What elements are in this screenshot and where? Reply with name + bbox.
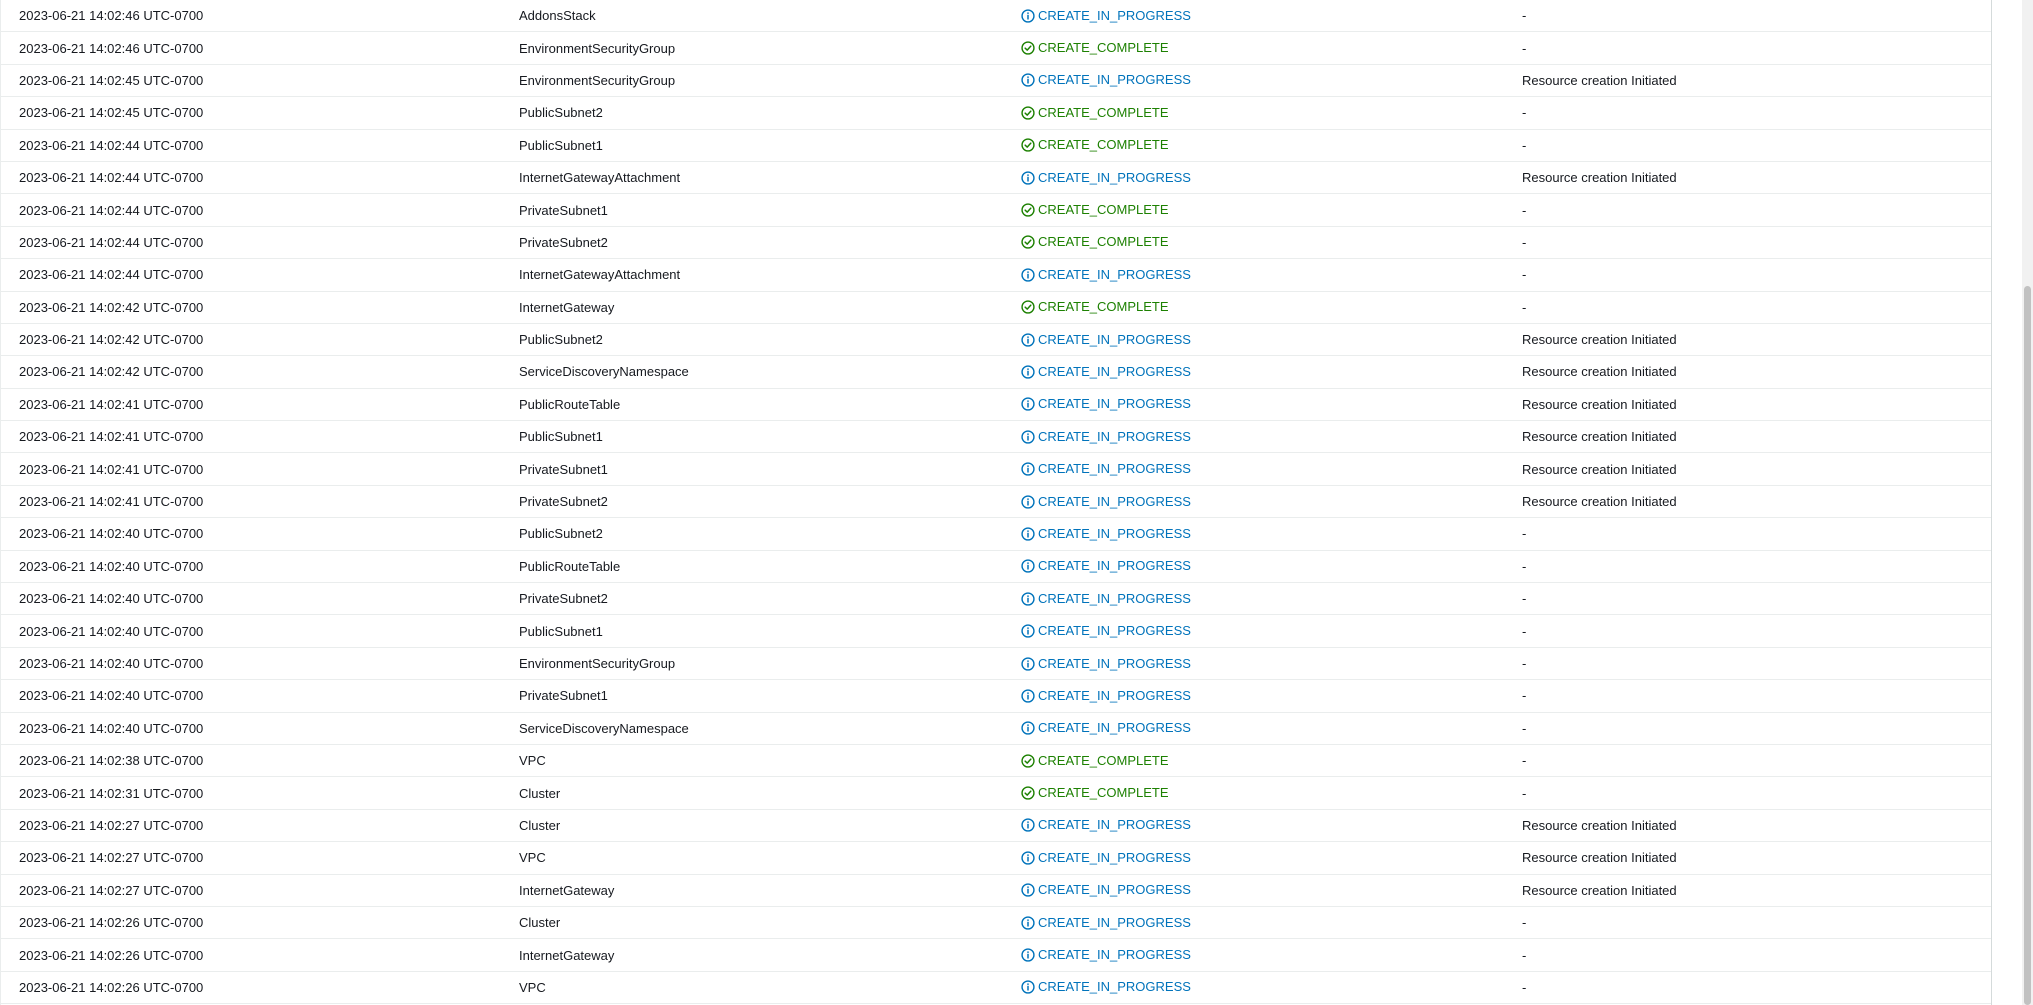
event-timestamp: 2023-06-21 14:02:40 UTC-0700 (19, 558, 204, 574)
event-logical-id: PublicSubnet1 (519, 137, 603, 153)
event-logical-id: VPC (519, 979, 546, 995)
event-timestamp: 2023-06-21 14:02:42 UTC-0700 (19, 299, 204, 315)
info-circle-icon (1021, 916, 1035, 930)
event-status-reason: - (1522, 688, 1527, 704)
event-status-reason: Resource creation Initiated (1522, 850, 1677, 866)
event-status-reason: - (1522, 267, 1527, 283)
event-status-reason: Resource creation Initiated (1522, 170, 1677, 186)
event-status (1002, 300, 1503, 314)
event-timestamp: 2023-06-21 14:02:46 UTC-0700 (19, 40, 204, 56)
event-logical-id: PrivateSubnet1 (519, 461, 608, 477)
event-status-label: CREATE_COMPLETE (1038, 138, 1169, 153)
table-row (1, 777, 1991, 809)
event-status-label: CREATE_IN_PROGRESS (1038, 818, 1191, 833)
info-circle-icon (1021, 462, 1035, 476)
event-status-label: CREATE_IN_PROGRESS (1038, 883, 1191, 898)
table-row (1, 648, 1991, 680)
event-timestamp: 2023-06-21 14:02:40 UTC-0700 (19, 591, 204, 607)
info-circle-icon (1021, 721, 1035, 735)
event-status (1002, 916, 1503, 930)
check-circle-icon (1021, 235, 1035, 249)
event-status-reason: Resource creation Initiated (1522, 396, 1677, 412)
event-status (1002, 106, 1503, 120)
event-status-reason: Resource creation Initiated (1522, 817, 1677, 833)
event-status (1002, 203, 1503, 217)
event-timestamp: 2023-06-21 14:02:44 UTC-0700 (19, 202, 204, 218)
event-timestamp: 2023-06-21 14:02:41 UTC-0700 (19, 429, 204, 445)
check-circle-icon (1021, 138, 1035, 152)
check-circle-icon (1021, 754, 1035, 768)
info-circle-icon (1021, 559, 1035, 573)
event-status-label: CREATE_IN_PROGRESS (1038, 850, 1191, 865)
event-logical-id: PrivateSubnet2 (519, 591, 608, 607)
event-status-label: CREATE_IN_PROGRESS (1038, 267, 1191, 282)
event-logical-id: PublicSubnet2 (519, 526, 603, 542)
event-logical-id: PublicRouteTable (519, 396, 621, 412)
event-status (1002, 527, 1503, 541)
table-row (1, 615, 1991, 647)
event-timestamp: 2023-06-21 14:02:40 UTC-0700 (19, 688, 204, 704)
event-status-reason: - (1522, 234, 1527, 250)
event-logical-id: PublicSubnet1 (519, 623, 603, 639)
event-logical-id: Cluster (519, 785, 561, 801)
info-circle-icon (1021, 73, 1035, 87)
event-timestamp: 2023-06-21 14:02:42 UTC-0700 (19, 332, 204, 348)
event-status (1002, 73, 1503, 87)
event-logical-id: PrivateSubnet1 (519, 202, 608, 218)
event-status-reason: - (1522, 8, 1527, 24)
event-timestamp: 2023-06-21 14:02:26 UTC-0700 (19, 915, 204, 931)
event-status-reason: - (1522, 753, 1527, 769)
event-status-label: CREATE_IN_PROGRESS (1038, 688, 1191, 703)
table-row (1, 0, 1991, 32)
event-logical-id: PrivateSubnet2 (519, 234, 608, 250)
event-status-reason: - (1522, 785, 1527, 801)
event-timestamp: 2023-06-21 14:02:41 UTC-0700 (19, 396, 204, 412)
info-circle-icon (1021, 527, 1035, 541)
event-status-reason: - (1522, 299, 1527, 315)
event-status (1002, 138, 1503, 152)
table-row (1, 421, 1991, 453)
event-timestamp: 2023-06-21 14:02:40 UTC-0700 (19, 623, 204, 639)
event-status-reason: - (1522, 720, 1527, 736)
event-status-label: CREATE_IN_PROGRESS (1038, 364, 1191, 379)
event-logical-id: InternetGateway (519, 299, 615, 315)
table-row (1, 745, 1991, 777)
event-timestamp: 2023-06-21 14:02:40 UTC-0700 (19, 720, 204, 736)
event-status-label: CREATE_IN_PROGRESS (1038, 721, 1191, 736)
event-status (1002, 851, 1503, 865)
event-status (1002, 818, 1503, 832)
event-status-label: CREATE_COMPLETE (1038, 300, 1169, 315)
event-logical-id: EnvironmentSecurityGroup (519, 40, 676, 56)
event-status-label: CREATE_IN_PROGRESS (1038, 980, 1191, 995)
info-circle-icon (1021, 689, 1035, 703)
event-logical-id: VPC (519, 850, 546, 866)
table-row (1, 972, 1991, 1004)
table-row (1, 518, 1991, 550)
event-logical-id: PublicSubnet1 (519, 429, 603, 445)
event-status-label: CREATE_COMPLETE (1038, 203, 1169, 218)
event-status-label: CREATE_IN_PROGRESS (1038, 462, 1191, 477)
event-logical-id: ServiceDiscoveryNamespace (519, 720, 689, 736)
event-logical-id: PrivateSubnet1 (519, 688, 608, 704)
event-status-label: CREATE_IN_PROGRESS (1038, 8, 1191, 23)
table-row (1, 65, 1991, 97)
event-status (1002, 689, 1503, 703)
event-status (1002, 721, 1503, 735)
table-row (1, 680, 1991, 712)
event-logical-id: VPC (519, 753, 546, 769)
event-logical-id: Cluster (519, 915, 561, 931)
info-circle-icon (1021, 980, 1035, 994)
info-circle-icon (1021, 624, 1035, 638)
table-row (1, 292, 1991, 324)
event-status-reason: - (1522, 623, 1527, 639)
event-status-label: CREATE_IN_PROGRESS (1038, 591, 1191, 606)
event-logical-id: PublicSubnet2 (519, 332, 603, 348)
event-status (1002, 624, 1503, 638)
event-timestamp: 2023-06-21 14:02:45 UTC-0700 (19, 105, 204, 121)
check-circle-icon (1021, 106, 1035, 120)
event-status-label: CREATE_COMPLETE (1038, 753, 1169, 768)
info-circle-icon (1021, 851, 1035, 865)
event-timestamp: 2023-06-21 14:02:26 UTC-0700 (19, 979, 204, 995)
event-timestamp: 2023-06-21 14:02:26 UTC-0700 (19, 947, 204, 963)
event-timestamp: 2023-06-21 14:02:44 UTC-0700 (19, 234, 204, 250)
table-row (1, 583, 1991, 615)
table-row (1, 486, 1991, 518)
table-row (1, 842, 1991, 874)
event-timestamp: 2023-06-21 14:02:41 UTC-0700 (19, 461, 204, 477)
event-logical-id: PublicRouteTable (519, 558, 621, 574)
info-circle-icon (1021, 171, 1035, 185)
event-timestamp: 2023-06-21 14:02:41 UTC-0700 (19, 494, 204, 510)
event-status-label: CREATE_IN_PROGRESS (1038, 526, 1191, 541)
table-row (1, 713, 1991, 745)
event-status-label: CREATE_IN_PROGRESS (1038, 559, 1191, 574)
event-status-label: CREATE_IN_PROGRESS (1038, 656, 1191, 671)
event-status (1002, 657, 1503, 671)
scrollbar-thumb[interactable] (2024, 286, 2031, 1005)
table-row (1, 162, 1991, 194)
event-status-reason: - (1522, 915, 1527, 931)
event-timestamp: 2023-06-21 14:02:27 UTC-0700 (19, 817, 204, 833)
event-logical-id: EnvironmentSecurityGroup (519, 72, 676, 88)
event-status (1002, 786, 1503, 800)
event-status-label: CREATE_IN_PROGRESS (1038, 948, 1191, 963)
event-timestamp: 2023-06-21 14:02:44 UTC-0700 (19, 267, 204, 283)
event-timestamp: 2023-06-21 14:02:46 UTC-0700 (19, 8, 204, 24)
event-logical-id: InternetGateway (519, 947, 615, 963)
table-row (1, 32, 1991, 64)
event-status (1002, 883, 1503, 897)
table-row (1, 810, 1991, 842)
event-status-label: CREATE_IN_PROGRESS (1038, 494, 1191, 509)
event-timestamp: 2023-06-21 14:02:40 UTC-0700 (19, 526, 204, 542)
event-status-reason: - (1522, 591, 1527, 607)
event-logical-id: PrivateSubnet2 (519, 494, 608, 510)
event-timestamp: 2023-06-21 14:02:45 UTC-0700 (19, 72, 204, 88)
event-status-reason: Resource creation Initiated (1522, 494, 1677, 510)
event-logical-id: ServiceDiscoveryNamespace (519, 364, 689, 380)
event-logical-id: InternetGatewayAttachment (519, 267, 681, 283)
event-status-label: CREATE_IN_PROGRESS (1038, 397, 1191, 412)
table-row (1, 907, 1991, 939)
event-status-label: CREATE_IN_PROGRESS (1038, 73, 1191, 88)
info-circle-icon (1021, 592, 1035, 606)
table-row (1, 389, 1991, 421)
table-row (1, 227, 1991, 259)
info-circle-icon (1021, 365, 1035, 379)
event-status-label: CREATE_IN_PROGRESS (1038, 624, 1191, 639)
event-status-reason: - (1522, 979, 1527, 995)
event-status-reason: - (1522, 947, 1527, 963)
event-timestamp: 2023-06-21 14:02:31 UTC-0700 (19, 785, 204, 801)
event-status (1002, 980, 1503, 994)
table-row (1, 453, 1991, 485)
check-circle-icon (1021, 786, 1035, 800)
event-status-label: CREATE_COMPLETE (1038, 235, 1169, 250)
event-status-reason: Resource creation Initiated (1522, 461, 1677, 477)
event-status-reason: - (1522, 558, 1527, 574)
events-table-body (1, 0, 1991, 1004)
event-status-reason: Resource creation Initiated (1522, 364, 1677, 380)
event-status (1002, 171, 1503, 185)
check-circle-icon (1021, 41, 1035, 55)
table-row (1, 356, 1991, 388)
info-circle-icon (1021, 268, 1035, 282)
event-status-label: CREATE_IN_PROGRESS (1038, 915, 1191, 930)
event-logical-id: Cluster (519, 817, 561, 833)
event-status (1002, 754, 1503, 768)
event-timestamp: 2023-06-21 14:02:44 UTC-0700 (19, 137, 204, 153)
event-status (1002, 268, 1503, 282)
event-status (1002, 9, 1503, 23)
event-status (1002, 365, 1503, 379)
event-status-reason: Resource creation Initiated (1522, 332, 1677, 348)
event-status (1002, 430, 1503, 444)
event-timestamp: 2023-06-21 14:02:27 UTC-0700 (19, 850, 204, 866)
event-status (1002, 235, 1503, 249)
event-logical-id: AddonsStack (519, 8, 596, 24)
event-status-reason: Resource creation Initiated (1522, 429, 1677, 445)
info-circle-icon (1021, 948, 1035, 962)
table-row (1, 875, 1991, 907)
check-circle-icon (1021, 203, 1035, 217)
event-status-reason: Resource creation Initiated (1522, 72, 1677, 88)
event-status (1002, 333, 1503, 347)
info-circle-icon (1021, 9, 1035, 23)
table-row (1, 130, 1991, 162)
event-status (1002, 462, 1503, 476)
event-logical-id: PublicSubnet2 (519, 105, 603, 121)
table-row (1, 324, 1991, 356)
table-row (1, 939, 1991, 971)
event-status (1002, 948, 1503, 962)
event-timestamp: 2023-06-21 14:02:42 UTC-0700 (19, 364, 204, 380)
event-timestamp: 2023-06-21 14:02:40 UTC-0700 (19, 656, 204, 671)
event-status-reason: - (1522, 105, 1527, 121)
info-circle-icon (1021, 818, 1035, 832)
event-timestamp: 2023-06-21 14:02:27 UTC-0700 (19, 882, 204, 898)
table-row (1, 97, 1991, 129)
event-status-label: CREATE_IN_PROGRESS (1038, 429, 1191, 444)
info-circle-icon (1021, 657, 1035, 671)
event-logical-id: InternetGateway (519, 882, 615, 898)
event-status-label: CREATE_IN_PROGRESS (1038, 332, 1191, 347)
table-row (1, 551, 1991, 583)
event-status (1002, 592, 1503, 606)
event-timestamp: 2023-06-21 14:02:44 UTC-0700 (19, 170, 204, 186)
event-timestamp: 2023-06-21 14:02:38 UTC-0700 (19, 753, 204, 769)
event-status-reason: - (1522, 137, 1527, 153)
event-status-reason: Resource creation Initiated (1522, 882, 1677, 898)
event-status-reason: - (1522, 656, 1527, 671)
info-circle-icon (1021, 883, 1035, 897)
event-logical-id: InternetGatewayAttachment (519, 170, 681, 186)
event-status-label: CREATE_COMPLETE (1038, 41, 1169, 56)
table-row (1, 259, 1991, 291)
event-logical-id: EnvironmentSecurityGroup (519, 656, 676, 671)
event-status (1002, 495, 1503, 509)
event-status (1002, 397, 1503, 411)
event-status-reason: - (1522, 202, 1527, 218)
info-circle-icon (1021, 397, 1035, 411)
info-circle-icon (1021, 430, 1035, 444)
table-row (1, 194, 1991, 226)
event-status-reason: - (1522, 40, 1527, 56)
check-circle-icon (1021, 300, 1035, 314)
event-status (1002, 41, 1503, 55)
event-status-reason: - (1522, 526, 1527, 542)
event-status-label: CREATE_IN_PROGRESS (1038, 170, 1191, 185)
event-status-label: CREATE_COMPLETE (1038, 786, 1169, 801)
info-circle-icon (1021, 495, 1035, 509)
info-circle-icon (1021, 333, 1035, 347)
event-status (1002, 559, 1503, 573)
event-status-label: CREATE_COMPLETE (1038, 105, 1169, 120)
